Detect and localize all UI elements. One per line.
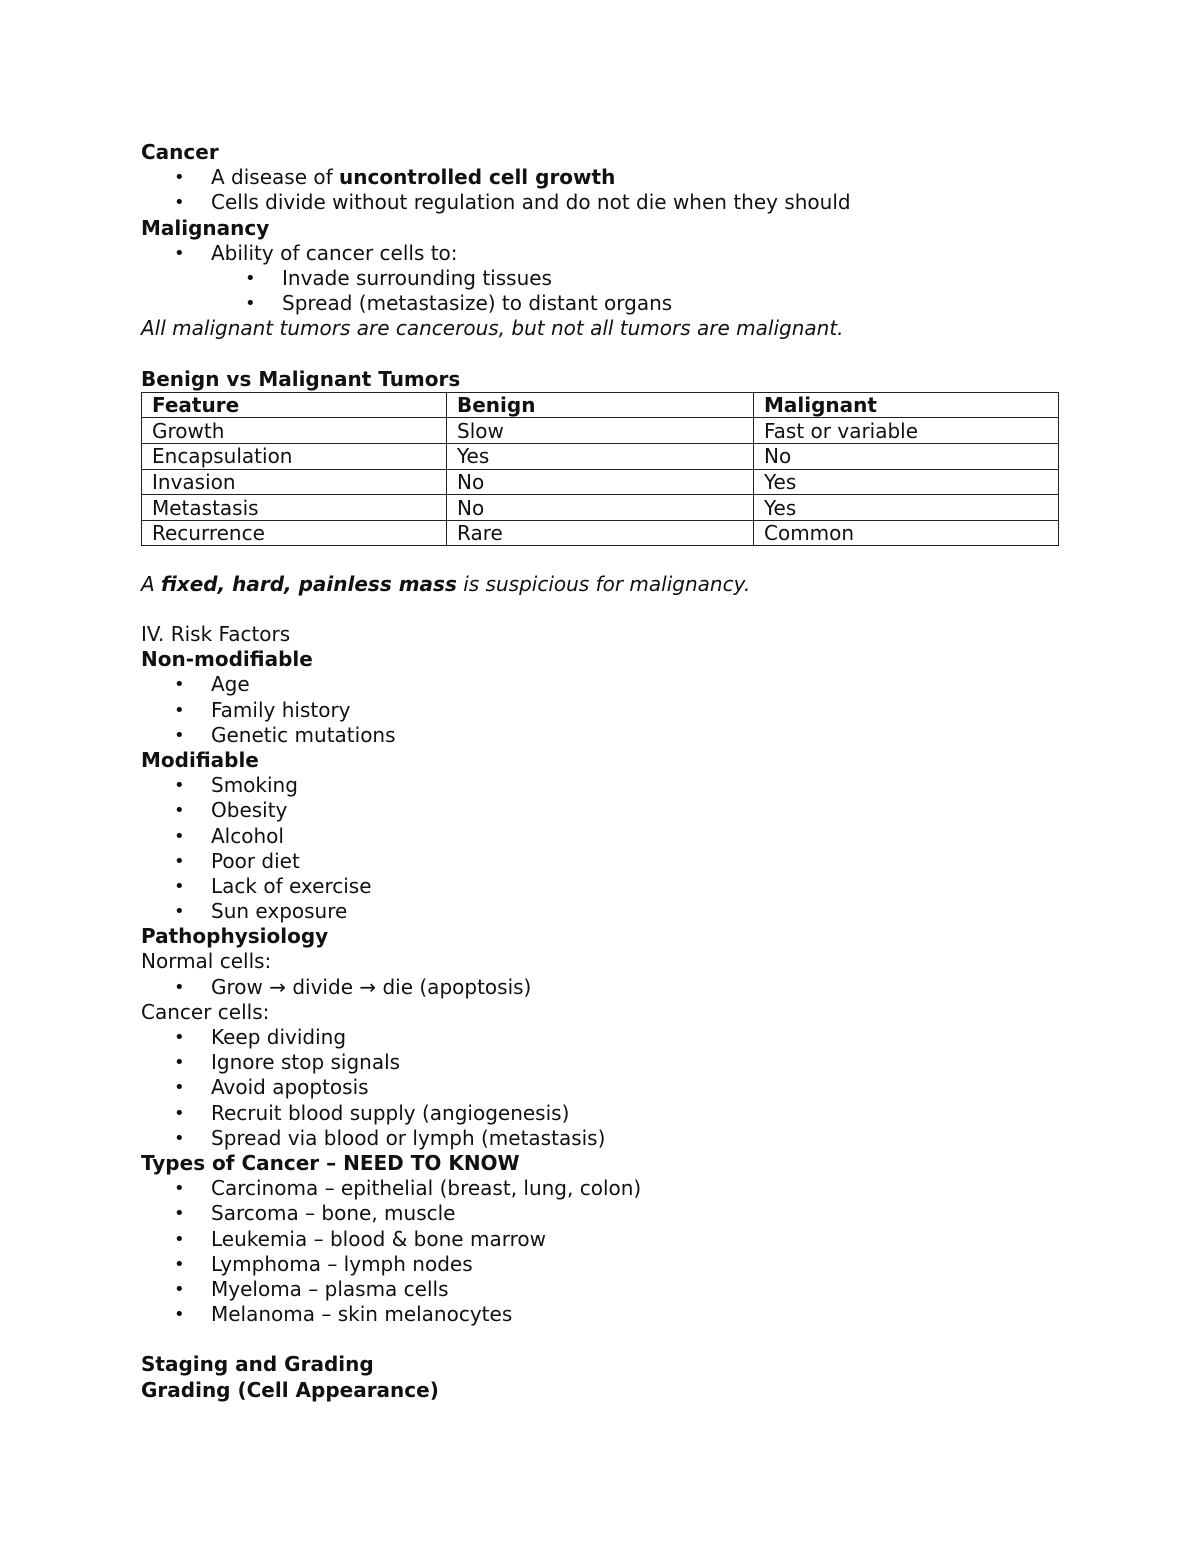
list-item: • A disease of uncontrolled cell growth bbox=[174, 165, 616, 190]
spacer bbox=[141, 597, 1081, 622]
cancer-cells-label: Cancer cells: bbox=[141, 999, 270, 1024]
list-item: • Avoid apoptosis bbox=[174, 1075, 369, 1100]
bullet-icon: • bbox=[174, 976, 185, 998]
table-cell: Common bbox=[754, 520, 1059, 546]
list-item: • Sun exposure bbox=[174, 899, 348, 924]
section-heading-tumors: Benign vs Malignant Tumors bbox=[141, 366, 461, 391]
table-row bbox=[142, 495, 1059, 521]
sub-list-item: • Spread (metastasize) to distant organs bbox=[245, 291, 673, 316]
table-cell: Metastasis bbox=[142, 495, 447, 521]
bullet-icon: • bbox=[174, 800, 185, 822]
sub-list-item: • Invade surrounding tissues bbox=[245, 265, 552, 290]
list-item: • Genetic mutations bbox=[174, 722, 396, 747]
bullet-icon: • bbox=[174, 167, 185, 189]
document-content bbox=[141, 140, 1081, 1403]
table-cell: Rare bbox=[447, 520, 754, 546]
list-item: • Family history bbox=[174, 697, 351, 722]
list-item: • Melanoma – skin melanocytes bbox=[174, 1302, 513, 1327]
list-item: • Myeloma – plasma cells bbox=[174, 1276, 449, 1301]
bullet-icon: • bbox=[174, 674, 185, 696]
table-header-row bbox=[142, 392, 1059, 418]
section-heading-cancer: Cancer bbox=[141, 140, 219, 164]
bullet-icon: • bbox=[174, 192, 185, 214]
cancer-cells-list bbox=[141, 1025, 1081, 1151]
bullet-icon: • bbox=[174, 1052, 185, 1074]
list-item: • Leukemia – blood & bone marrow bbox=[174, 1226, 546, 1251]
bullet-icon: • bbox=[174, 724, 185, 746]
list-item: • Sarcoma – bone, muscle bbox=[174, 1201, 456, 1226]
spacer bbox=[141, 546, 1081, 571]
list-item: • Cells divide without regulation and do not die when they should bbox=[174, 190, 851, 215]
bullet-icon: • bbox=[174, 1304, 185, 1326]
table-cell: No bbox=[447, 495, 754, 521]
spacer bbox=[141, 342, 1081, 367]
normal-cells-list bbox=[141, 975, 1081, 1000]
cancer-list bbox=[141, 165, 1081, 215]
list-item: • Lack of exercise bbox=[174, 873, 372, 898]
cancer-types-list bbox=[141, 1176, 1081, 1327]
table-cell: Slow bbox=[447, 418, 754, 444]
table-row bbox=[142, 444, 1059, 470]
bullet-icon: • bbox=[174, 1228, 185, 1250]
bullet-icon: • bbox=[174, 1027, 185, 1048]
table-cell: Fast or variable bbox=[754, 418, 1059, 444]
table-cell: Yes bbox=[447, 444, 754, 470]
column-header: Benign bbox=[447, 392, 754, 418]
malignancy-note: All malignant tumors are cancerous, but not all tumors are malignant. bbox=[141, 316, 844, 341]
bullet-icon: • bbox=[174, 1077, 185, 1099]
list-item: • Lymphoma – lymph nodes bbox=[174, 1251, 473, 1276]
table-cell: Invasion bbox=[142, 469, 447, 495]
modifiable-list bbox=[141, 773, 1081, 924]
section-heading-staging: Staging and Grading bbox=[141, 1352, 374, 1377]
bullet-icon: • bbox=[174, 850, 185, 872]
bullet-icon: • bbox=[174, 901, 185, 923]
bullet-icon: • bbox=[174, 1178, 185, 1200]
bullet-icon: • bbox=[174, 875, 185, 897]
bullet-icon: • bbox=[245, 267, 256, 289]
bullet-icon: • bbox=[174, 775, 185, 797]
bullet-icon: • bbox=[245, 293, 256, 315]
list-item: • Smoking bbox=[174, 773, 298, 798]
table-row bbox=[142, 520, 1059, 546]
list-item: • Recruit blood supply (angiogenesis) bbox=[174, 1100, 570, 1125]
list-item: • Obesity bbox=[174, 798, 288, 823]
malignancy-list bbox=[141, 241, 1081, 317]
bullet-icon: • bbox=[174, 1253, 185, 1275]
column-header: Feature bbox=[142, 392, 447, 418]
table-cell: No bbox=[754, 444, 1059, 470]
section-heading-risk: IV. Risk Factors bbox=[141, 622, 291, 646]
table-cell: Yes bbox=[754, 495, 1059, 521]
section-heading-malignancy: Malignancy bbox=[141, 215, 270, 240]
subheading-nonmodifiable: Non-modifiable bbox=[141, 647, 313, 672]
subheading-grading: Grading (Cell Appearance) bbox=[141, 1377, 439, 1402]
section-heading-pathophysiology: Pathophysiology bbox=[141, 924, 329, 949]
malignancy-mass-note: A fixed, hard, painless mass is suspicious for malignancy. bbox=[141, 571, 751, 596]
bullet-icon: • bbox=[174, 699, 185, 721]
list-item: • Ability of cancer cells to: bbox=[174, 240, 458, 265]
bullet-icon: • bbox=[174, 1102, 185, 1124]
table-row bbox=[142, 418, 1059, 444]
nonmodifiable-list bbox=[141, 672, 1081, 748]
table-row bbox=[142, 469, 1059, 495]
bullet-icon: • bbox=[174, 1203, 185, 1225]
list-item: • Carcinoma – epithelial (breast, lung, colon) bbox=[174, 1176, 642, 1201]
column-header: Malignant bbox=[754, 392, 1059, 418]
list-item: • Age bbox=[174, 672, 250, 697]
list-item: • Ignore stop signals bbox=[174, 1050, 401, 1075]
table-cell: Recurrence bbox=[142, 520, 447, 546]
table-cell: Yes bbox=[754, 469, 1059, 495]
list-item: • Keep dividing bbox=[174, 1025, 347, 1049]
table-cell: No bbox=[447, 469, 754, 495]
tumor-comparison-table bbox=[141, 392, 1059, 547]
bullet-icon: • bbox=[174, 1127, 185, 1149]
normal-cells-label: Normal cells: bbox=[141, 949, 272, 974]
section-heading-types: Types of Cancer – NEED TO KNOW bbox=[141, 1150, 520, 1175]
list-item: • Grow → divide → die (apoptosis) bbox=[174, 974, 532, 999]
bullet-icon: • bbox=[174, 242, 185, 264]
spacer bbox=[141, 1327, 1081, 1352]
list-item: • Alcohol bbox=[174, 823, 284, 848]
list-item: • Poor diet bbox=[174, 848, 300, 873]
bullet-icon: • bbox=[174, 825, 185, 847]
table-cell: Growth bbox=[142, 418, 447, 444]
subheading-modifiable: Modifiable bbox=[141, 747, 259, 772]
bullet-icon: • bbox=[174, 1278, 185, 1300]
list-item: • Spread via blood or lymph (metastasis) bbox=[174, 1125, 606, 1150]
table-cell: Encapsulation bbox=[142, 444, 447, 470]
